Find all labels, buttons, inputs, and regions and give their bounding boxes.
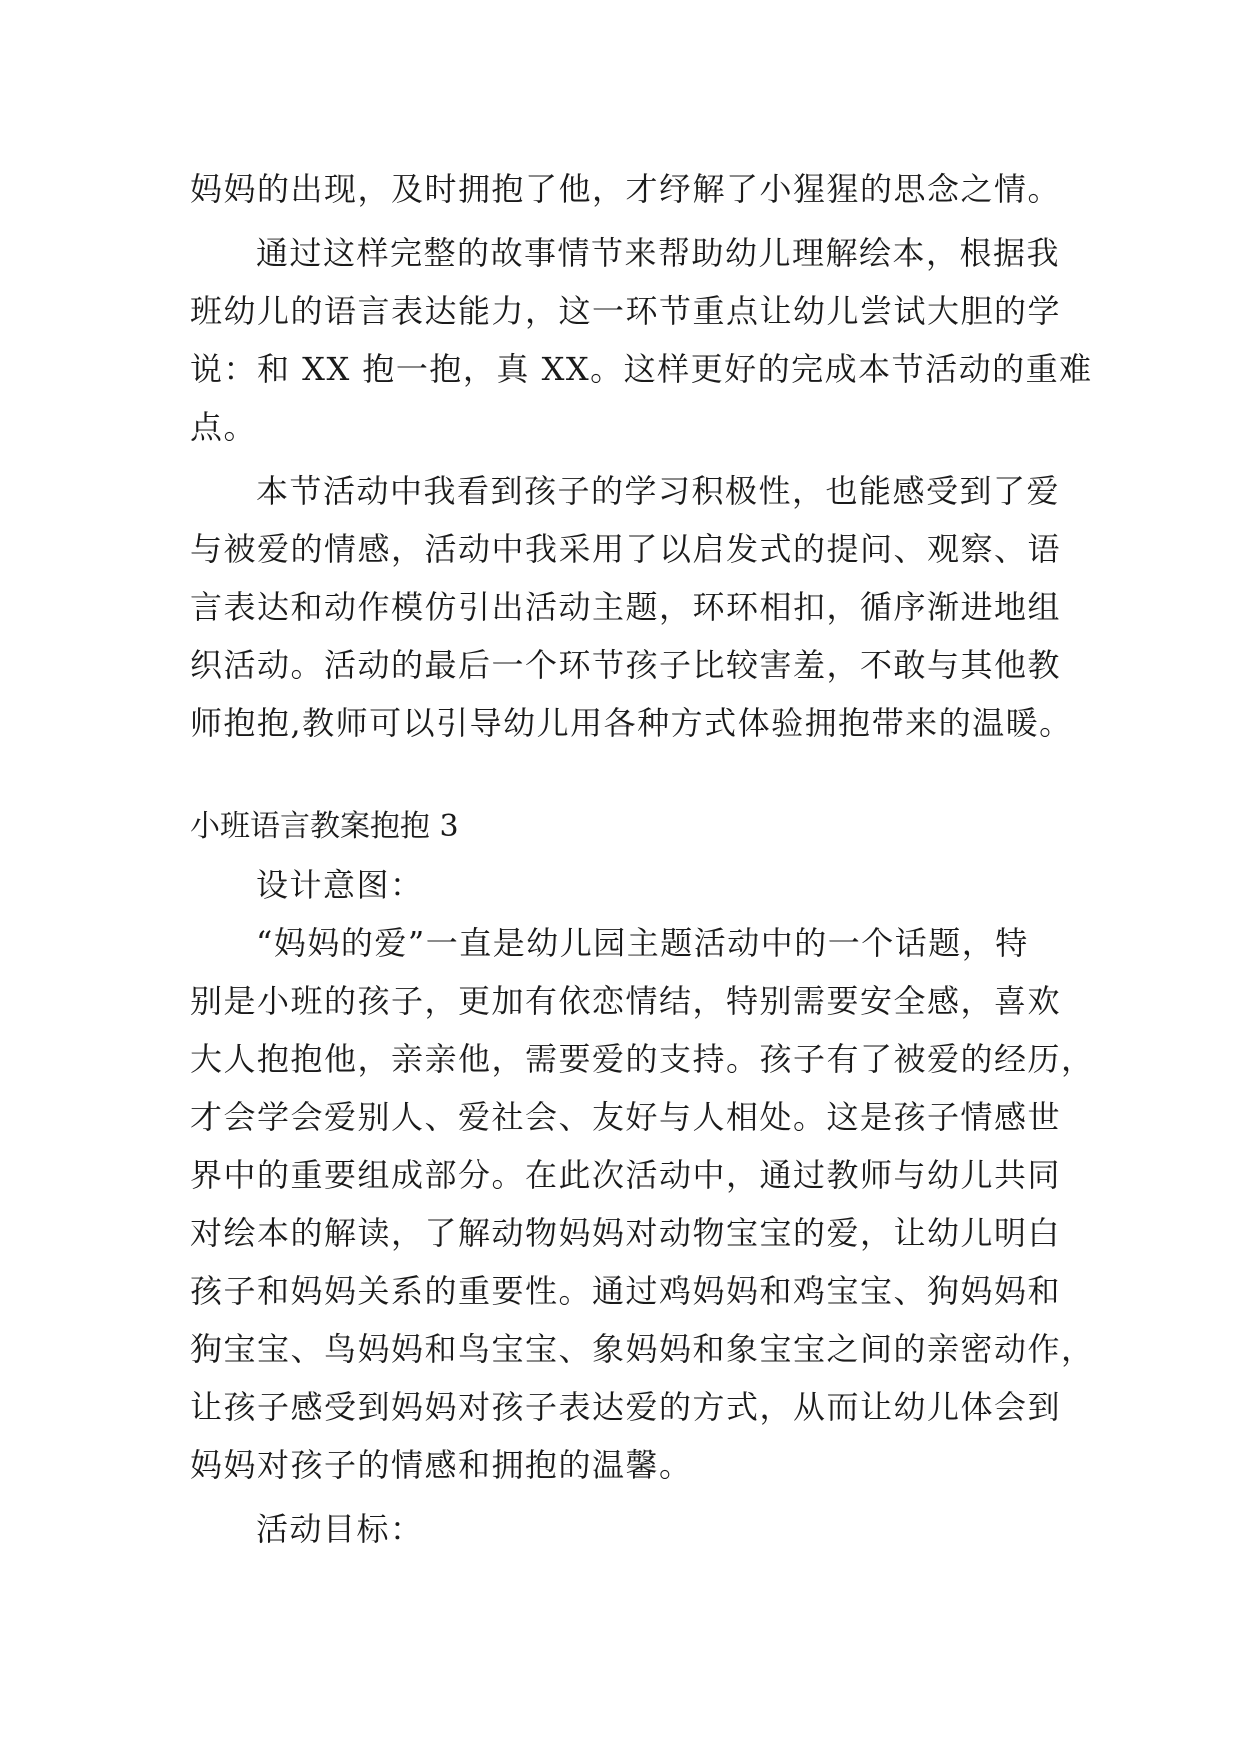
text-line: 班幼儿的语言表达能力，这一环节重点让幼儿尝试大胆的学 [190,292,1062,330]
paragraph-2 [190,224,1093,456]
text-line: 说：和 XX 抱一抱，真 XX。这样更好的完成本节活动的重难 [190,350,1093,388]
paragraph-1 [190,160,1070,218]
text-line: 通过这样完整的故事情节来帮助幼儿理解绘本，根据我 [256,234,1061,272]
text-line: 点。 [190,408,258,446]
text-line: 本节活动中我看到孩子的学习积极性，也能感受到了爱 [256,472,1061,510]
text-line: “妈妈的爱”一直是幼儿园主题活动中的一个话题，特 [256,924,1029,962]
text-line: 对绘本的解读，了解动物妈妈对动物宝宝的爱，让幼儿明白 [190,1214,1062,1252]
activity-goal-label: 活动目标： [256,1510,424,1548]
paragraph-3 [190,462,1073,752]
text-line: 织活动。活动的最后一个环节孩子比较害羞，不敢与其他教 [190,646,1062,684]
text-line: 让孩子感受到妈妈对孩子表达爱的方式，从而让幼儿体会到 [190,1388,1062,1426]
design-intent-label: 设计意图： [256,866,424,904]
text-line: 才会学会爱别人、爱社会、友好与人相处。这是孩子情感世 [190,1098,1062,1136]
paragraph-4 [190,914,1095,1494]
text-line: 与被爱的情感，活动中我采用了以启发式的提问、观察、语 [190,530,1062,568]
text-line: 界中的重要组成部分。在此次活动中，通过教师与幼儿共同 [190,1156,1062,1194]
text-line: 大人抱抱他，亲亲他，需要爱的支持。孩子有了被爱的经历， [190,1040,1095,1078]
text-line: 妈妈对孩子的情感和拥抱的温馨。 [190,1446,693,1484]
text-line: 师抱抱,教师可以引导幼儿用各种方式体验拥抱带来的温暖。 [190,704,1073,742]
text-line: 妈妈的出现，及时拥抱了他，才纾解了小猩猩的思念之情。 [190,170,1062,208]
text-line: 孩子和妈妈关系的重要性。通过鸡妈妈和鸡宝宝、狗妈妈和 [190,1272,1062,1310]
section-title: 小班语言教案抱抱 3 [190,809,459,844]
text-line: 言表达和动作模仿引出活动主题，环环相扣，循序渐进地组 [190,588,1062,626]
text-line: 狗宝宝、鸟妈妈和鸟宝宝、象妈妈和象宝宝之间的亲密动作， [190,1330,1095,1368]
document-page [190,160,1095,1558]
text-line: 别是小班的孩子，更加有依恋情结，特别需要安全感，喜欢 [190,982,1062,1020]
